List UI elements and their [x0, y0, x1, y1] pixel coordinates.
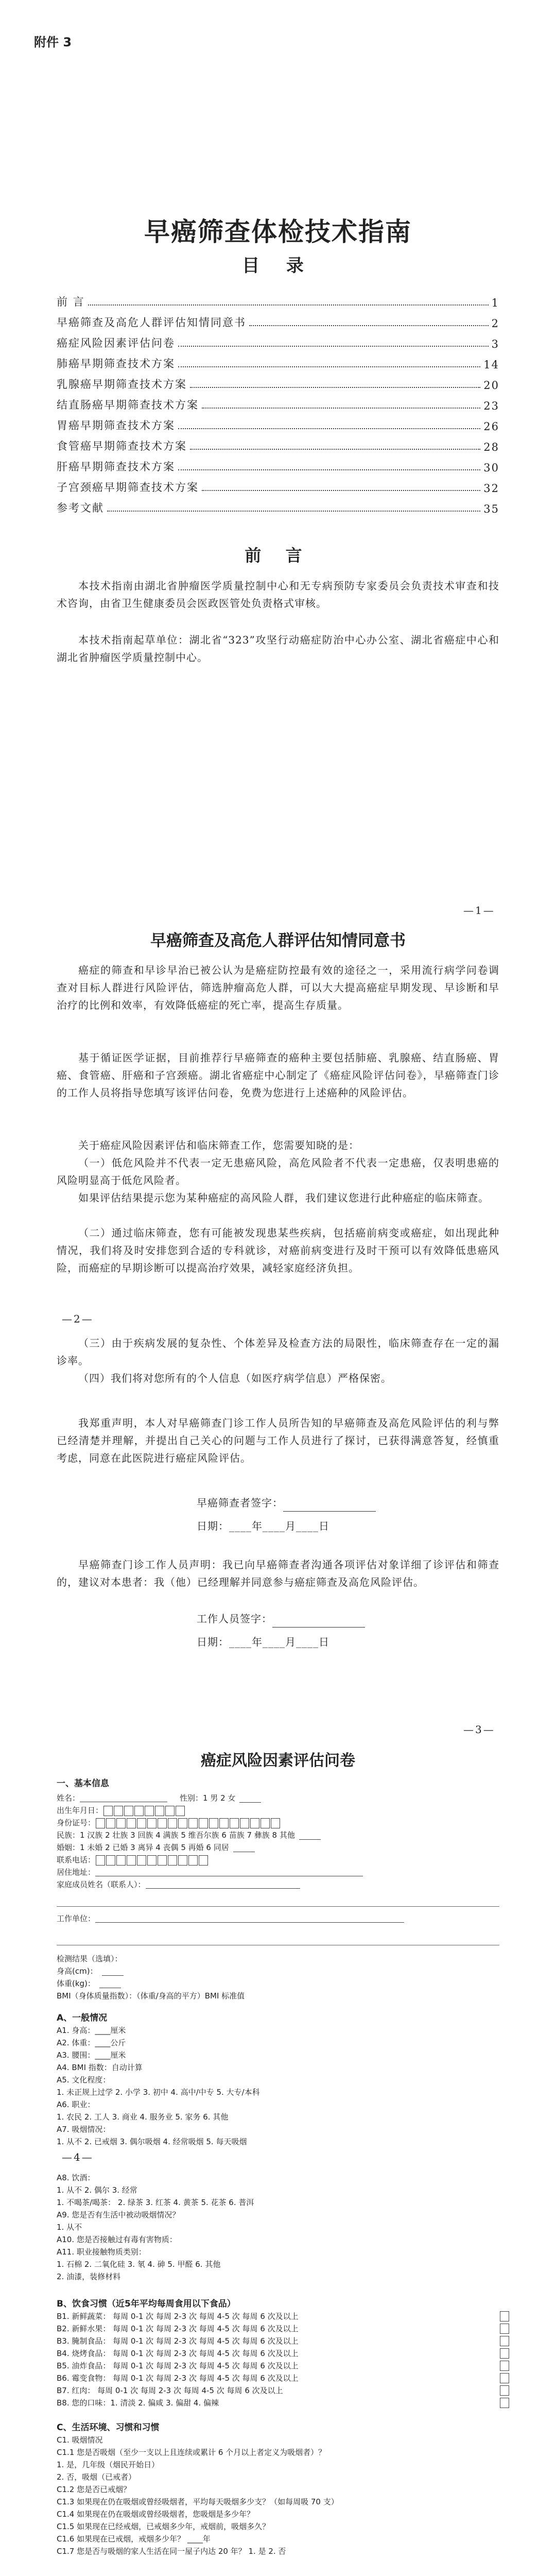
- question-item: [57, 2533, 510, 2545]
- question-item-text: C1.5 如果现在已经戒烟，已戒烟多少年，戒烟前，吸烟多久？: [57, 2522, 270, 2531]
- height-label: 身高(cm)：: [57, 1967, 98, 1976]
- diet-item: [57, 2323, 510, 2335]
- dob-boxes[interactable]: [103, 1804, 185, 1817]
- digit-box[interactable]: [127, 1855, 136, 1866]
- diet-item-text: B6. 霉变食物： 每周 0-1 次 每周 2-3 次 每周 4-5 次 每周 6 次及以上: [57, 2374, 299, 2383]
- question-item: [57, 2049, 510, 2061]
- question-item-text: 2. 油漆，装修材料: [57, 2272, 121, 2281]
- toc-entry-label: 胃癌早期筛查技术方案: [57, 419, 175, 432]
- ethnicity-field[interactable]: [299, 1831, 321, 1840]
- question-item: [57, 2258, 510, 2270]
- weight-label: 体重(kg)：: [57, 1979, 95, 1988]
- toc-entry[interactable]: [57, 289, 499, 309]
- question-item-text: C1.4 如果现在仍在吸烟或曾经吸烟者，您吸烟是多少年？: [57, 2510, 255, 2519]
- digit-box[interactable]: [199, 1818, 208, 1828]
- questionnaire-heading: 癌症风险因素评估问卷: [201, 1752, 355, 1770]
- question-item: [57, 2459, 510, 2471]
- digit-box[interactable]: [271, 1818, 280, 1828]
- answer-box[interactable]: [500, 2361, 509, 2371]
- digit-box[interactable]: [106, 1818, 115, 1828]
- section-title: 一、基本信息: [57, 1778, 109, 1789]
- attachment-label: 附件 3: [34, 35, 72, 49]
- question-item-text: 1. 未正规上过学 2. 小学 3. 初中 4. 高中/中专 5. 大专/本科: [57, 2088, 260, 2097]
- digit-box[interactable]: [134, 1806, 144, 1816]
- toc-entry-label: 早癌筛查及高危人群评估知情同意书: [57, 316, 246, 329]
- toc-entry-page: 1: [491, 297, 499, 309]
- answer-box[interactable]: [500, 2385, 509, 2396]
- question-item: [57, 2123, 510, 2136]
- toc-leader-dots: [178, 469, 480, 470]
- lifestyle-section: [57, 2421, 510, 2557]
- foreword-heading: 前 言: [245, 546, 311, 565]
- digit-box[interactable]: [230, 1818, 239, 1828]
- bmi-note: BMI（身体质量指数）：（体重/身高的平方）BMI 标准值: [57, 1991, 245, 2001]
- diet-item: [57, 2360, 510, 2372]
- work-field[interactable]: [95, 1915, 404, 1923]
- toc-entry-label: 癌症风险因素评估问卷: [57, 337, 175, 349]
- question-item: [57, 2196, 510, 2209]
- diet-item: [57, 2384, 510, 2397]
- page-number: —2—: [62, 1313, 94, 1325]
- question-item: [57, 2520, 510, 2533]
- toc-leader-dots: [202, 408, 480, 409]
- toc-leader-dots: [178, 346, 489, 347]
- question-item: [57, 2184, 510, 2196]
- work-row: [57, 1912, 510, 1925]
- toc-entry-page: 3: [491, 338, 499, 350]
- table-of-contents: [57, 289, 499, 515]
- diet-item: [57, 2335, 510, 2347]
- dob-label: 出生年月日：: [57, 1806, 103, 1815]
- digit-box[interactable]: [209, 1818, 218, 1828]
- question-item-text: 1. 石棉 2. 二氧化硅 3. 氡 4. 砷 5. 甲醛 6. 其他: [57, 2260, 221, 2269]
- toc-entry[interactable]: [57, 412, 499, 433]
- staff-signature-blank[interactable]: [272, 1618, 365, 1628]
- marital-field[interactable]: [233, 1843, 255, 1852]
- consent-paragraph: 基于循证医学证据，目前推荐行早癌筛查的癌种主要包括肺癌、乳腺癌、结直肠癌、胃癌、食管癌、肝癌和子宫颈癌。湖北省癌症中心制定了《癌症风险评估问卷》，早癌筛查门诊的工作人员将指导您填写该评估问卷，免费为您进行上述癌种的风险评估。: [57, 1052, 499, 1099]
- question-item-text: 2. 否，吸烟（已戒者）: [57, 2472, 136, 2482]
- digit-box[interactable]: [168, 1818, 177, 1828]
- diet-item-text: B1. 新鲜蔬菜： 每周 0-1 次 每周 2-3 次 每周 4-5 次 每周 6 次及以上: [57, 2312, 299, 2321]
- measure-label: 检测结果（选填）：: [57, 1954, 123, 1963]
- question-item: [57, 2136, 510, 2148]
- question-item: [57, 2209, 510, 2221]
- measurements-section: [57, 1953, 510, 2002]
- toc-entry-label: 结直肠癌早期筛查技术方案: [57, 399, 199, 411]
- digit-box[interactable]: [147, 1818, 157, 1828]
- staff-signature-line[interactable]: [175, 1610, 443, 1628]
- toc-entry-label: 食管癌早期筛查技术方案: [57, 440, 187, 452]
- digit-box[interactable]: [106, 1855, 115, 1866]
- question-item: [57, 2233, 510, 2246]
- answer-box[interactable]: [500, 2336, 509, 2346]
- toc-entry-page: 35: [483, 503, 499, 515]
- diet-item-text: B8. 您的口味：1. 清淡 2. 偏咸 3. 偏甜 4. 偏辣: [57, 2398, 219, 2408]
- consent-paragraph: 癌症的筛查和早诊早治已被公认为是癌症防控最有效的途径之一，采用流行病学问卷调查对目标人群进行风险评估，筛选肿瘤高危人群，可以大大提高癌症早期发现、早诊断和早治疗的比例和效率，有效降低癌症的死亡率，提高生存质量。: [57, 964, 499, 1011]
- question-item: [57, 2471, 510, 2483]
- question-item: [57, 2061, 510, 2074]
- signature-label: 早癌筛查者签字：: [197, 1497, 283, 1509]
- digit-box[interactable]: [158, 1855, 167, 1866]
- toc-entry[interactable]: [57, 371, 499, 392]
- digit-box[interactable]: [165, 1806, 175, 1816]
- question-item-text: A4. BMI 指数：自动计算: [57, 2063, 143, 2072]
- diet-item-text: B2. 新鲜水果： 每周 0-1 次 每周 2-3 次 每周 4-5 次 每周 6 次及以上: [57, 2324, 299, 2333]
- toc-entry-page: 28: [483, 441, 499, 453]
- consent-paragraph: （二）通过临床筛查，您有可能被发现患某些疾病，包括癌前病变或癌症，如出现此种情况，我们将及时安排您到合适的专科就诊，对癌前病变进行及时干预可以有效降低患癌风险，而癌症的早期诊断可以提高治疗效果，减轻家庭经济负担。: [57, 1227, 499, 1274]
- staff-date-line: 日期：____年____月____日: [197, 1636, 329, 1648]
- family-contact-label: 家庭成员姓名（联系人）：: [57, 1880, 146, 1889]
- question-item: [57, 2496, 510, 2508]
- question-item-text: A11. 职业接触物质类别：: [57, 2247, 146, 2257]
- digit-box[interactable]: [219, 1818, 229, 1828]
- question-item: [57, 2270, 510, 2283]
- page-number: —3—: [463, 1723, 495, 1736]
- address-field[interactable]: [95, 1869, 363, 1876]
- consent-paragraph: （四）我们将对您所有的个人信息（如医疗病学信息）严格保密。: [78, 1372, 392, 1384]
- toc-entry-label: 肺癌早期筛查技术方案: [57, 358, 175, 370]
- divider: [57, 1906, 499, 1907]
- toc-entry-page: 26: [483, 420, 499, 433]
- work-label: 工作单位：: [57, 1914, 96, 1923]
- toc-entry-page: 20: [483, 379, 499, 392]
- toc-entry-label: 乳腺癌早期筛查技术方案: [57, 378, 187, 391]
- diet-item-text: B5. 油炸食品： 每周 0-1 次 每周 2-3 次 每周 4-5 次 每周 6 次及以上: [57, 2361, 299, 2370]
- weight-field[interactable]: [99, 1979, 121, 1988]
- family-contact-field[interactable]: [146, 1881, 300, 1889]
- date-line: 日期：____年____月____日: [197, 1520, 329, 1532]
- question-item-text: A10. 您是否接触过有毒有害物质：: [57, 2235, 177, 2244]
- toc-leader-dots: [178, 428, 480, 429]
- toc-entry-label: 参考文献: [57, 502, 104, 514]
- question-item-text: A2. 体重：____公斤: [57, 2038, 126, 2047]
- basic-info-section: [57, 1777, 510, 1891]
- question-item-text: A6. 职业：: [57, 2100, 95, 2109]
- question-item: [57, 2024, 510, 2037]
- general-section: [57, 2012, 510, 2148]
- toc-leader-dots: [190, 449, 480, 450]
- answer-box[interactable]: [500, 2398, 509, 2408]
- page-number: —4—: [62, 2151, 94, 2163]
- digit-box[interactable]: [116, 1818, 126, 1828]
- toc-entry-page: 23: [483, 400, 499, 412]
- toc-entry[interactable]: [57, 330, 499, 350]
- toc-leader-dots: [249, 325, 489, 326]
- digit-box[interactable]: [116, 1855, 126, 1866]
- foreword-paragraph: 本技术指南由湖北省肿瘤医学质量控制中心和无专病预防专家委员会负责技术审查和技术咨询，由省卫生健康委员会医政医管处负责格式审核。: [57, 580, 499, 609]
- digit-box[interactable]: [155, 1806, 164, 1816]
- question-item: [57, 2098, 510, 2111]
- phone-label: 联系电话：: [57, 1855, 96, 1865]
- toc-entry[interactable]: [57, 474, 499, 495]
- diet-section: [57, 2298, 510, 2409]
- consent-heading: 早癌筛查及高危人群评估知情同意书: [150, 931, 406, 950]
- consent-declaration: 我郑重声明，本人对早癌筛查门诊工作人员所告知的早癌筛查及高危风险评估的利与弊已经清楚并理解，并提出自己关心的问题与工作人员进行了探讨，已获得满意答复，经慎重考虑，同意在此医院进行癌症风险评估。: [57, 1417, 499, 1464]
- question-item: [57, 2074, 510, 2086]
- toc-entry[interactable]: [57, 309, 499, 330]
- digit-box[interactable]: [137, 1855, 146, 1866]
- diet-item-text: B3. 腌制食品： 每周 0-1 次 每周 2-3 次 每周 4-5 次 每周 6 次及以上: [57, 2336, 299, 2346]
- diet-item: [57, 2372, 510, 2384]
- answer-box[interactable]: [500, 2348, 509, 2359]
- question-item-text: C1.2 您是否已戒烟？: [57, 2485, 131, 2494]
- signature-line[interactable]: [175, 1494, 443, 1512]
- question-item: [57, 2246, 510, 2258]
- digit-box[interactable]: [96, 1818, 105, 1828]
- question-item: [57, 2508, 510, 2520]
- toc-leader-dots: [190, 387, 480, 388]
- digit-box[interactable]: [103, 1806, 113, 1816]
- digit-box[interactable]: [250, 1818, 259, 1828]
- height-field[interactable]: [102, 1967, 124, 1976]
- toc-entry-label: 肝癌早期筛查技术方案: [57, 461, 175, 473]
- toc-entry-label: 前 言: [57, 296, 85, 308]
- question-item-text: A5. 文化程度：: [57, 2075, 111, 2084]
- section-title: B、饮食习惯（近5年平均每周食用以下食品）: [57, 2299, 236, 2309]
- name-field[interactable]: [80, 1794, 167, 1802]
- answer-box[interactable]: [500, 2324, 509, 2334]
- id-label: 身份证号：: [57, 1818, 96, 1827]
- question-item: [57, 2172, 510, 2184]
- toc-leader-dots: [88, 304, 489, 306]
- question-item-text: 1. 从不 2. 偶尔 3. 经常: [57, 2185, 137, 2195]
- question-item: [57, 2545, 510, 2557]
- staff-declaration: 早癌筛查门诊工作人员声明：我已向早癌筛查者沟通各项评估对象详细了诊评估和筛查的，建议对本患者：我（他）已经理解并同意参与癌症筛查及高危风险评估。: [57, 1558, 499, 1588]
- answer-box[interactable]: [500, 2373, 509, 2383]
- question-item: [57, 2037, 510, 2049]
- question-item-text: A8. 饮酒：: [57, 2173, 95, 2182]
- digit-box[interactable]: [199, 1855, 208, 1866]
- toc-entry-page: 32: [483, 482, 499, 495]
- question-item: [57, 2446, 510, 2459]
- diet-item: [57, 2310, 510, 2323]
- digit-box[interactable]: [158, 1818, 167, 1828]
- diet-item-text: B4. 烧烤食品： 每周 0-1 次 每周 2-3 次 每周 4-5 次 每周 6 次及以上: [57, 2349, 299, 2358]
- page-number: —1—: [463, 904, 495, 917]
- name-label: 姓名：: [57, 1793, 80, 1803]
- digit-box[interactable]: [114, 1806, 123, 1816]
- digit-box[interactable]: [260, 1818, 270, 1828]
- consent-paragraph: 如果评估结果提示您为某种癌症的高风险人群，我们建议您进行此种癌症的临床筛查。: [78, 1192, 489, 1204]
- toc-entry[interactable]: [57, 433, 499, 453]
- diet-item-text: B7. 红肉： 每周 0-1 次 每周 2-3 次 每周 4-5 次 每周 6 次及以上: [57, 2386, 283, 2395]
- ethnicity-label: 民族：1 汉族 2 壮族 3 回族 4 满族 5 维吾尔族 6 苗族 7 彝族 8 其他: [57, 1831, 295, 1840]
- digit-box[interactable]: [127, 1818, 136, 1828]
- section-title: A、一般情况: [57, 2013, 108, 2023]
- foreword-paragraph: 本技术指南起草单位：湖北省“323”攻坚行动癌症防治中心办公室、湖北省癌症中心和湖北省肿瘤医学质量控制中心。: [57, 634, 499, 664]
- toc-leader-dots: [107, 511, 480, 512]
- digit-box[interactable]: [178, 1855, 187, 1866]
- toc-entry[interactable]: [57, 350, 499, 371]
- digit-box[interactable]: [145, 1806, 154, 1816]
- toc-entry-page: 30: [483, 462, 499, 474]
- exposure-section: [57, 2172, 510, 2283]
- consent-paragraph: （一）低危风险并不代表一定无患癌风险，高危风险者不代表一定患癌，仅表明患癌的风险明显高于低危风险者。: [57, 1157, 499, 1187]
- toc-entry[interactable]: [57, 453, 499, 474]
- question-item-text: 1. 是，几年级（烟民开始日）: [57, 2460, 160, 2469]
- question-item-text: A7. 吸烟情况：: [57, 2125, 111, 2134]
- toc-leader-dots: [202, 490, 480, 491]
- digit-box[interactable]: [137, 1818, 146, 1828]
- digit-box[interactable]: [124, 1806, 133, 1816]
- sex-label: 性别：1 男 2 女: [180, 1793, 236, 1803]
- digit-box[interactable]: [168, 1855, 177, 1866]
- question-item-text: A3. 腰围：____厘米: [57, 2050, 126, 2060]
- signature-blank[interactable]: [283, 1502, 376, 1512]
- question-item-text: C1.3 如果现在仍在吸烟或曾经吸烟者，平均每天吸烟多少支？（如每周吸 70 支）: [57, 2497, 339, 2506]
- digit-box[interactable]: [176, 1806, 185, 1816]
- consent-paragraph: （三）由于疾病发展的复杂性、个体差异及检查方法的局限性，临床筛查存在一定的漏诊率。: [57, 1337, 499, 1367]
- toc-entry-page: 2: [491, 317, 499, 330]
- question-item: [57, 2221, 510, 2233]
- diet-item: [57, 2397, 510, 2409]
- question-item: [57, 2434, 510, 2446]
- consent-paragraph: 关于癌症风险因素评估和临床筛查工作，您需要知晓的是：: [78, 1139, 359, 1151]
- toc-entry[interactable]: [57, 392, 499, 412]
- question-item-text: A9. 您是否有生活中被动吸烟情况？: [57, 2210, 180, 2219]
- question-item-text: A1. 身高：____厘米: [57, 2026, 126, 2035]
- answer-box[interactable]: [500, 2311, 509, 2321]
- digit-box[interactable]: [96, 1855, 105, 1866]
- toc-entry-label: 子宫颈癌早期筛查技术方案: [57, 481, 199, 494]
- question-item: [57, 2086, 510, 2098]
- digit-box[interactable]: [178, 1818, 187, 1828]
- toc-heading: 目 录: [242, 256, 314, 276]
- question-item-text: C1.6 如果现在已戒烟，戒烟多少年？ ____年: [57, 2534, 211, 2544]
- question-item-text: C1.1 您是否吸烟（至少一支以上且连续或累计 6 个月以上者定义为吸烟者）？: [57, 2448, 326, 2457]
- question-item-text: 1. 农民 2. 工人 3. 商业 4. 服务业 5. 家务 6. 其他: [57, 2112, 229, 2122]
- digit-box[interactable]: [147, 1855, 157, 1866]
- digit-box[interactable]: [188, 1818, 198, 1828]
- sex-field[interactable]: [239, 1794, 261, 1803]
- id-boxes[interactable]: [95, 1817, 281, 1829]
- toc-entry-page: 14: [483, 359, 499, 371]
- question-item: [57, 2483, 510, 2496]
- question-item-text: C1.7 您是否与吸烟的家人生活在同一屋子内达 20 年？ 1. 是 2. 否: [57, 2547, 286, 2556]
- toc-entry[interactable]: [57, 495, 499, 515]
- question-item-text: C1. 吸烟情况: [57, 2435, 103, 2445]
- diet-item: [57, 2347, 510, 2360]
- staff-signature-label: 工作人员签字：: [197, 1613, 272, 1625]
- marital-label: 婚姻：1 未婚 2 已婚 3 离异 4 丧偶 5 再婚 6 同居: [57, 1843, 229, 1852]
- address-label: 居住地址：: [57, 1868, 96, 1877]
- toc-leader-dots: [178, 366, 480, 367]
- question-item-text: 1. 从不 2. 已戒烟 3. 偶尔吸烟 4. 经常吸烟 5. 每天吸烟: [57, 2137, 247, 2146]
- question-item-text: 1. 不喝茶/喝茶： 2. 绿茶 3. 红茶 4. 黄茶 5. 花茶 6. 普洱: [57, 2198, 254, 2207]
- section-title: C、生活环境、习惯和习惯: [57, 2422, 160, 2433]
- digit-box[interactable]: [188, 1855, 198, 1866]
- phone-boxes[interactable]: [95, 1854, 208, 1866]
- document-title: 早癌筛查体检技术指南: [144, 217, 412, 247]
- question-item-text: 1. 从不: [57, 2223, 82, 2232]
- question-item: [57, 2111, 510, 2123]
- digit-box[interactable]: [240, 1818, 249, 1828]
